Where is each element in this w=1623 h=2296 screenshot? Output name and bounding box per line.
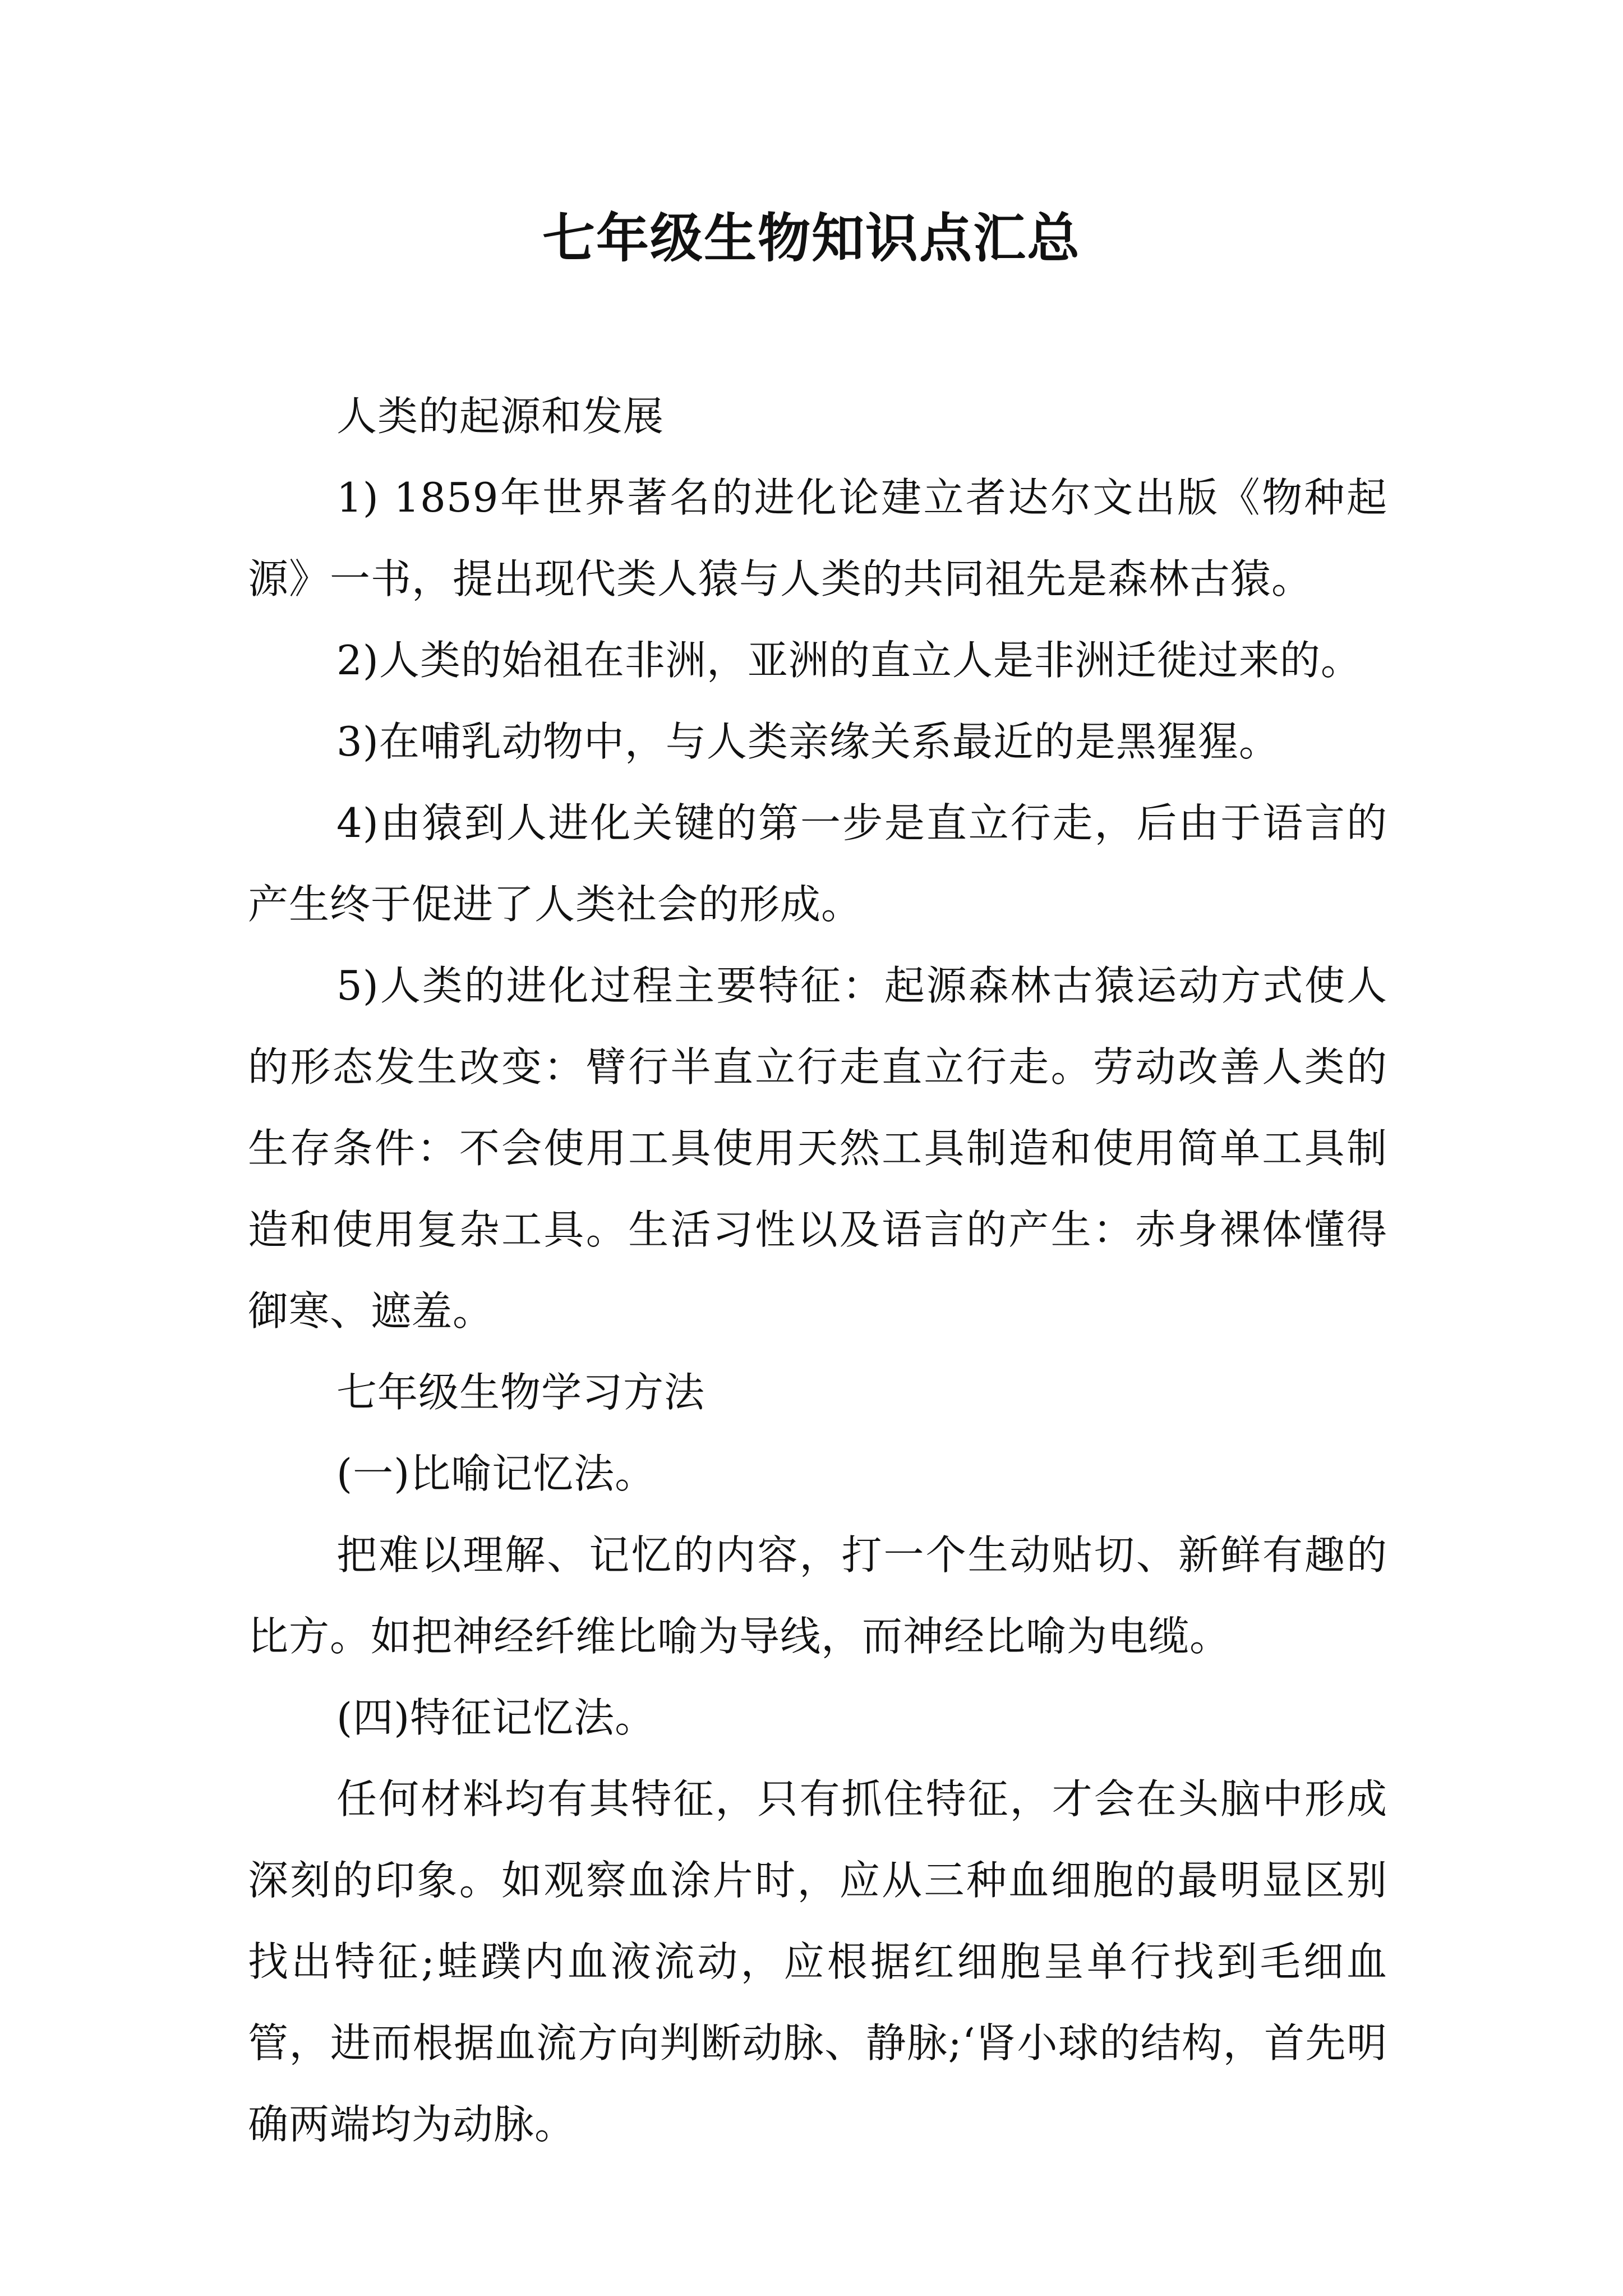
paragraph-item-3: 3)在哺乳动物中，与人类亲缘关系最近的是黑猩猩。 <box>336 718 1280 765</box>
section-heading-methods: 七年级生物学习方法 <box>336 1369 706 1416</box>
paragraph-item-2: 2)人类的始祖在非洲，亚洲的直立人是非洲迁徙过来的。 <box>336 637 1362 684</box>
method-heading-feature: (四)特征记忆法。 <box>336 1694 656 1741</box>
document-body <box>248 376 1387 2165</box>
document-title: 七年级生物知识点汇总 <box>542 208 1081 269</box>
method-heading-metaphor: (一)比喻记忆法。 <box>336 1450 656 1497</box>
paragraph-item-5: 5)人类的进化过程主要特征：起源森林古猿运动方式使人的形态发生改变：臂行半直立行走直立行走。劳动改善人类的生存条件：不会使用工具使用天然工具制造和使用简单工具制造和使用复杂工具。生活习性以及语言的产生：赤身裸体懂得御寒、遮羞。 <box>248 962 1387 1335</box>
method-text-feature: 任何材料均有其特征，只有抓住特征，才会在头脑中形成深刻的印象。如观察血涂片时，应从三种血细胞的最明显区别找出特征;蛙蹼内血液流动，应根据红细胞呈单行找到毛细血管，进而根据血流方向判断动脉、静脉;‘肾小球的结构，首先明确两端均为动脉。 <box>248 1775 1387 2148</box>
method-text-metaphor: 把难以理解、记忆的内容，打一个生动贴切、新鲜有趣的比方。如把神经纤维比喻为导线，而神经比喻为电缆。 <box>248 1531 1387 1660</box>
paragraph-item-4: 4)由猿到人进化关键的第一步是直立行走，后由于语言的产生终于促进了人类社会的形成。 <box>248 799 1387 928</box>
paragraph-item-1: 1) 1859年世界著名的进化论建立者达尔文出版《物种起源》一书，提出现代类人猿与人类的共同祖先是森林古猿。 <box>248 474 1387 602</box>
section-heading-origin: 人类的起源和发展 <box>336 393 665 440</box>
